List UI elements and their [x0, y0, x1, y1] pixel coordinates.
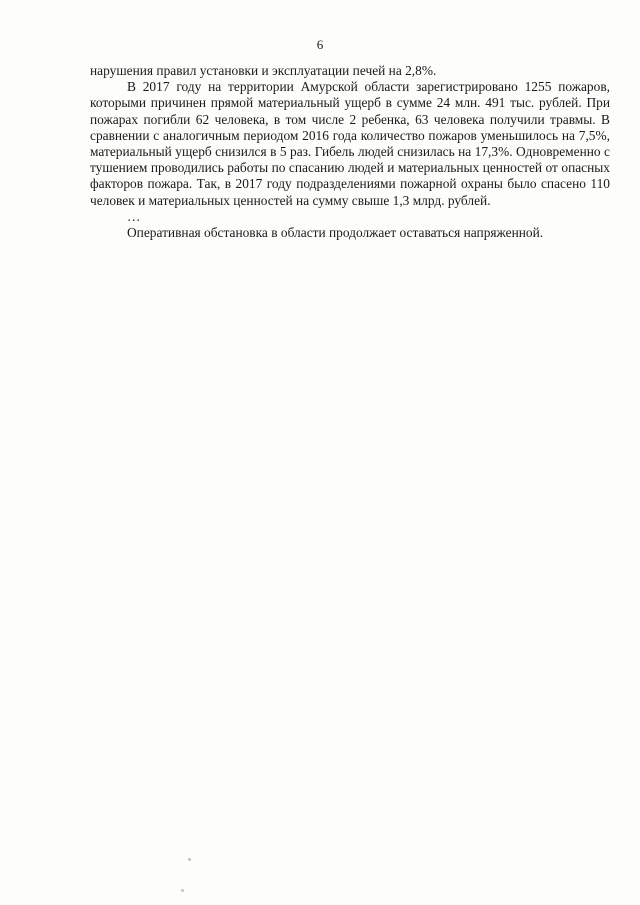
document-body — [90, 63, 610, 241]
page-number: 6 — [316, 37, 324, 52]
paragraph: Оперативная обстановка в области продолжает оставаться напряженной. — [127, 225, 544, 241]
scan-speck — [188, 858, 191, 861]
paragraph: В 2017 году на территории Амурской области зарегистрировано 1255 пожаров, которыми причинен прямой материальный ущерб в сумме 24 млн. 491 тыс. рублей. При пожарах погибли 62 человека, в том числе 2 ребенка, 63 человека получили травмы. В сравнении с аналогичным периодом 2016 года количество пожаров уменьшилось на 7,5%, материальный ущерб снизился в 5 раз. Гибель людей снизилась на 17,3%. Одновременно с тушением проводились работы по спасанию людей и материальных ценностей от опасных факторов пожара. Так, в 2017 году подразделениями пожарной охраны было спасено 110 человек и материальных ценностей на сумму свыше 1,3 млрд. рублей. — [90, 79, 610, 208]
scan-speck — [181, 889, 184, 892]
paragraph: нарушения правил установки и эксплуатации печей на 2,8%. — [90, 63, 437, 78]
paragraph: … — [127, 208, 141, 224]
